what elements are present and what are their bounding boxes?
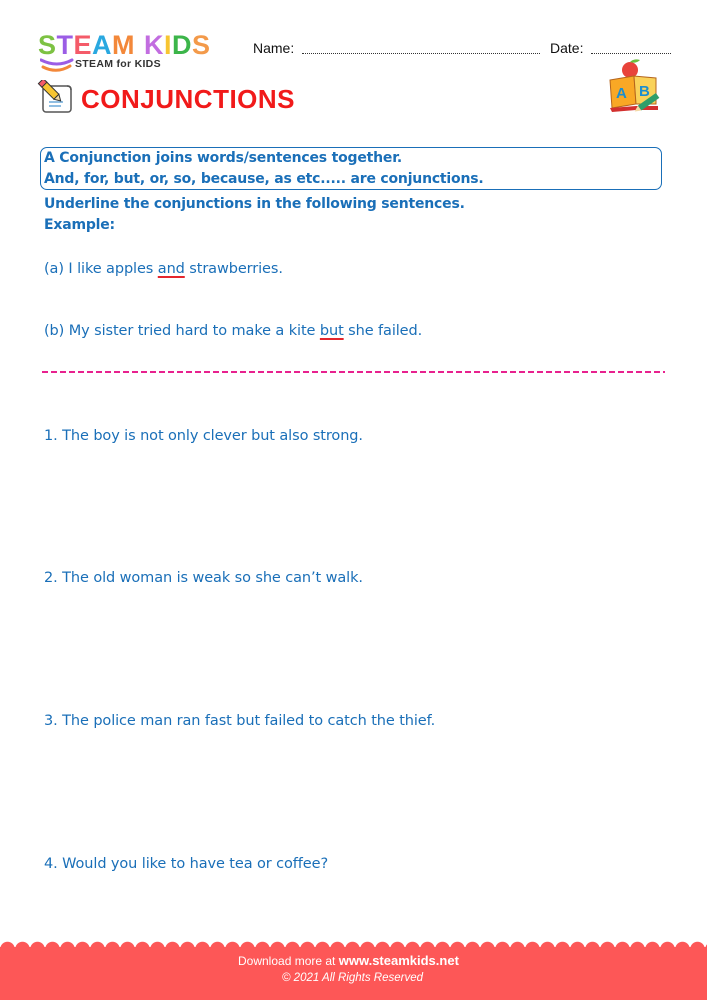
definition-line-1: A Conjunction joins words/sentences together. [44,150,403,166]
date-field[interactable] [591,53,671,54]
pencil-paper-icon [37,80,75,114]
logo-letter: S [192,30,211,60]
footer-url-link[interactable]: www.steamkids.net [338,953,459,968]
date-label: Date: [550,40,584,56]
question-3[interactable]: 3. The police man ran fast but failed to catch the thief. [44,713,436,729]
underlined-conjunction: and [157,261,185,277]
steam-kids-logo [38,30,238,75]
logo-letter: M [112,30,136,60]
question-2[interactable]: 2. The old woman is weak so she can’t walk. [44,570,363,586]
question-4[interactable]: 4. Would you like to have tea or coffee? [44,856,329,872]
example-label: Example: [44,217,115,233]
logo-wordmark [38,30,211,60]
example-b [44,323,422,339]
example-text: she failed. [343,323,423,339]
instruction-text: Underline the conjunctions in the following sentences. [44,196,465,212]
example-text: strawberries. [184,261,283,277]
logo-smile-icon [40,58,74,74]
svg-text:A: A [616,85,627,102]
section-divider [42,371,665,373]
logo-letter: K [144,30,165,60]
name-label: Name: [253,40,295,56]
download-prefix: Download more at [238,954,336,968]
logo-letter: S [38,30,57,60]
logo-letter: A [92,30,113,60]
abc-book-icon [606,58,664,114]
logo-letter: E [73,30,93,60]
logo-letter: D [172,30,193,60]
page-title: CONJUNCTIONS [81,84,296,114]
footer-copyright: © 2021 All Rights Reserved [282,972,424,984]
example-text: (a) I like apples [44,261,158,277]
footer-download-text [238,953,459,968]
underlined-conjunction: but [319,323,344,339]
example-text: (b) My sister tried hard to make a kite [44,323,320,339]
example-a [44,261,283,277]
logo-letter: I [164,30,173,60]
question-1[interactable]: 1. The boy is not only clever but also strong. [44,428,363,444]
svg-text:B: B [639,83,650,100]
logo-letter: T [56,30,74,60]
logo-tagline: STEAM for KIDS [75,58,161,70]
name-field[interactable] [302,53,540,54]
definition-line-2: And, for, but, or, so, because, as etc..... are conjunctions. [44,171,484,187]
